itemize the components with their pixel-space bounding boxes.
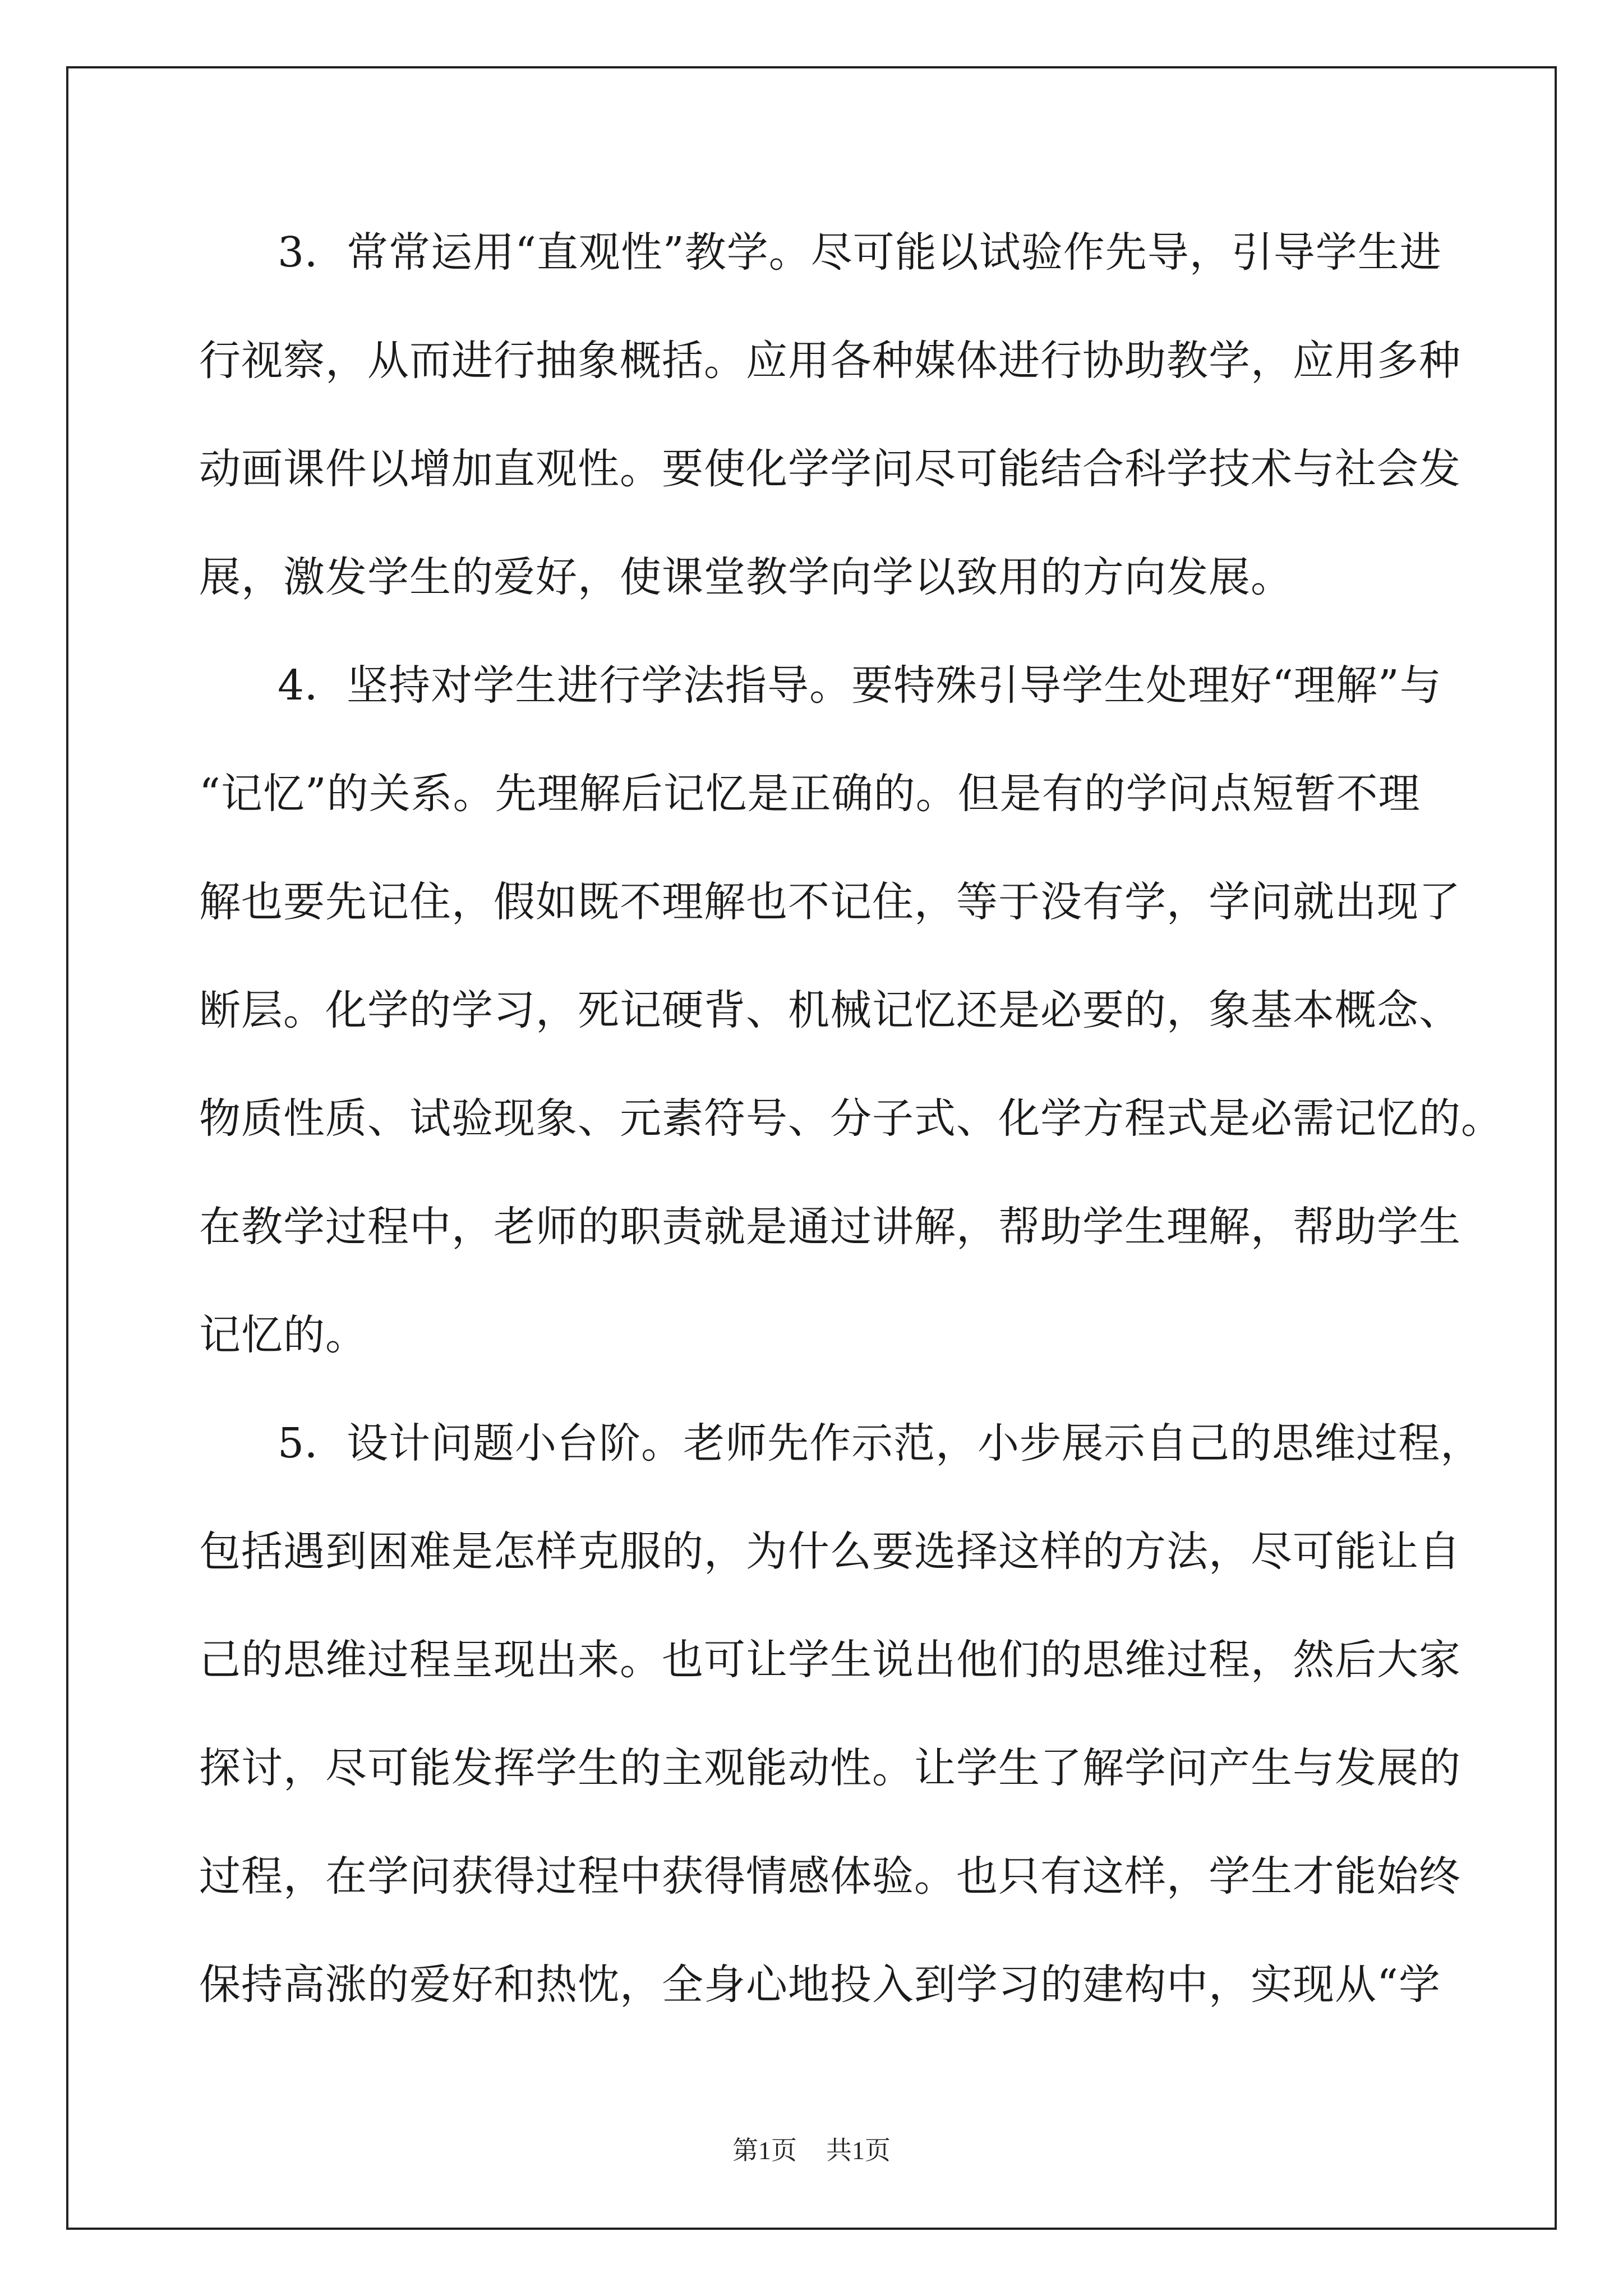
- paragraph-1-line-1: 3．常常运用“直观性”教学。尽可能以试验作先导，引导学生进: [278, 228, 1442, 277]
- paragraph-3-line-4: 探讨，尽可能发挥学生的主观能动性。让学生了解学问产生与发展的: [199, 1744, 1461, 1792]
- page-number: 第1页: [732, 2136, 797, 2165]
- paragraph-2-line-2: “记忆”的关系。先理解后记忆是正确的。但是有的学问点短暂不理: [199, 770, 1421, 818]
- paragraph-2-line-4: 断层。化学的学习，死记硬背、机械记忆还是必要的，象基本概念、: [199, 986, 1461, 1034]
- page-total: 共1页: [826, 2136, 891, 2165]
- paragraph-3-line-3: 己的思维过程呈现出来。也可让学生说出他们的思维过程，然后大家: [199, 1636, 1461, 1684]
- page-footer: [0, 2130, 1623, 2167]
- paragraph-2-line-6: 在教学过程中，老师的职责就是通过讲解，帮助学生理解，帮助学生: [199, 1203, 1461, 1251]
- paragraph-3-line-6: 保持高涨的爱好和热忱，全身心地投入到学习的建构中，实现从“学: [199, 1961, 1441, 2009]
- paragraph-1-line-3: 动画课件以增加直观性。要使化学学问尽可能结合科学技术与社会发: [199, 445, 1461, 493]
- paragraph-2-line-1: 4．坚持对学生进行学法指导。要特殊引导学生处理好“理解”与: [278, 661, 1442, 710]
- paragraph-1-line-2: 行视察，从而进行抽象概括。应用各种媒体进行协助教学，应用多种: [199, 337, 1461, 385]
- paragraph-3-line-2: 包括遇到困难是怎样克服的，为什么要选择这样的方法，尽可能让自: [199, 1527, 1461, 1576]
- paragraph-1-line-4: 展，激发学生的爱好，使课堂教学向学以致用的方向发展。: [199, 553, 1293, 601]
- paragraph-2-line-7: 记忆的。: [199, 1311, 367, 1359]
- paragraph-2-line-3: 解也要先记住，假如既不理解也不记住，等于没有学，学问就出现了: [199, 878, 1461, 926]
- paragraph-2-line-5: 物质性质、试验现象、元素符号、分子式、化学方程式是必需记忆的。: [199, 1094, 1503, 1143]
- document-body: [199, 208, 1503, 2048]
- paragraph-3-line-5: 过程，在学问获得过程中获得情感体验。也只有这样，学生才能始终: [199, 1852, 1461, 1901]
- paragraph-3-line-1: 5．设计问题小台阶。老师先作示范，小步展示自己的思维过程，: [278, 1419, 1483, 1467]
